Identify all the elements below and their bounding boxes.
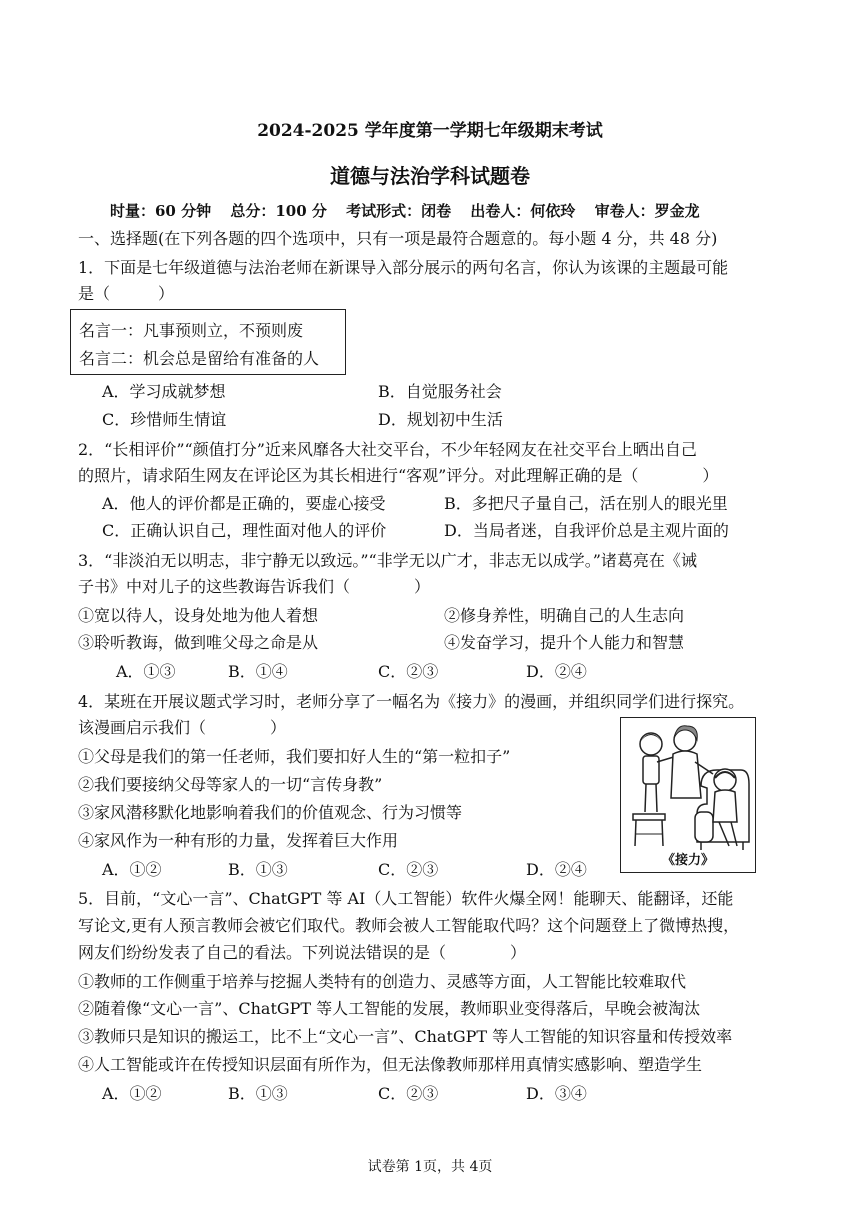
q2-option-c: C．正确认识自己，理性面对他人的评价: [102, 521, 387, 540]
exam-subtitle: 道德与法治学科试题卷: [330, 164, 530, 188]
q3-option-c: C．②③: [378, 662, 439, 681]
cartoon-caption: 《接力》: [661, 853, 714, 868]
q1-option-a: A．学习成就梦想: [102, 382, 226, 401]
page-footer: 试卷第 1页，共 4页: [367, 1159, 493, 1175]
q4-stem-line2: 该漫画启示我们（ ）: [78, 718, 287, 737]
q1-option-b: B．自觉服务社会: [378, 382, 502, 401]
q4-option-c: C．②③: [378, 860, 439, 879]
q5-stem-line2: 写论文,更有人预言教师会被它们取代。教师会被人工智能取代吗？这个问题登上了微博热搜，: [78, 916, 740, 935]
q1-quote-2: 名言二：机会总是留给有准备的人: [79, 349, 320, 368]
q2-stem-line1: 2．“长相评价”“颜值打分”近来风靡各大社交平台，不少年轻网友在社交平台上晒出自己: [78, 440, 697, 459]
q4-item-3: ③家风潜移默化地影响着我们的价值观念、行为习惯等: [78, 803, 463, 822]
meta-time: 时量：60 分钟: [110, 202, 212, 220]
q5-option-c: C．②③: [378, 1084, 439, 1103]
q5-item-4: ④人工智能或许在传授知识层面有所作为，但无法像教师那样用真情实感影响、塑造学生: [78, 1055, 703, 1074]
q3-option-a: A．①③: [116, 662, 176, 681]
q3-item-4: ④发奋学习，提升个人能力和智慧: [444, 633, 685, 652]
q3-item-2: ②修身养性，明确自己的人生志向: [444, 606, 685, 625]
meta-reviewer: 审卷人：罗金龙: [594, 202, 700, 220]
q4-item-4: ④家风作为一种有形的力量，发挥着巨大作用: [78, 831, 399, 850]
q4-item-1: ①父母是我们的第一任老师，我们要扣好人生的“第一粒扣子”: [78, 747, 511, 766]
q3-stem-line2: 子书》中对儿子的这些教诲告诉我们（ ）: [78, 577, 431, 596]
q5-stem-line3: 网友们纷纷发表了自己的看法。下列说法错误的是（ ）: [78, 943, 527, 962]
q3-option-d: D．②④: [526, 662, 587, 681]
q5-option-a: A．①②: [102, 1084, 162, 1103]
q5-stem-line1: 5．目前，“文心一言”、ChatGPT 等 AI（人工智能）软件火爆全网！能聊天、能翻译，还能: [78, 889, 734, 908]
exam-title: 2024-2025 学年度第一学期七年级期末考试: [257, 121, 603, 141]
q1-stem-line1: 1．下面是七年级道德与法治老师在新课导入部分展示的两句名言，你认为该课的主题最可能: [78, 258, 729, 277]
q3-item-1: ①宽以待人，设身处地为他人着想: [78, 606, 319, 625]
meta-author: 出卷人：何依玲: [470, 202, 576, 220]
meta-score: 总分：100 分: [230, 202, 327, 220]
q1-quote-box: [70, 309, 346, 375]
q4-option-d: D．②④: [526, 860, 587, 879]
q4-item-2: ②我们要接纳父母等家人的一切“言传身教”: [78, 775, 383, 794]
q3-option-b: B．①④: [228, 662, 288, 681]
q5-option-b: B．①③: [228, 1084, 288, 1103]
q4-option-a: A．①②: [102, 860, 162, 879]
q4-option-b: B．①③: [228, 860, 288, 879]
q5-item-2: ②随着像“文心一言”、ChatGPT 等人工智能的发展，教师职业变得落后，早晚会被淘汰: [78, 999, 701, 1018]
q3-item-3: ③聆听教诲，做到唯父母之命是从: [78, 633, 319, 652]
q2-stem-line2: 的照片，请求陌生网友在评论区为其长相进行“客观”评分。对此理解正确的是（ ）: [78, 466, 719, 485]
q1-option-c: C．珍惜师生情谊: [102, 410, 227, 429]
q5-option-d: D．③④: [526, 1084, 587, 1103]
meta-format: 考试形式：闭卷: [346, 202, 452, 220]
q1-quote-1: 名言一：凡事预则立，不预则废: [79, 321, 304, 340]
q5-item-3: ③教师只是知识的搬运工，比不上“文心一言”、ChatGPT 等人工智能的知识容量和传授效率: [78, 1027, 733, 1046]
q1-option-d: D．规划初中生活: [378, 410, 503, 429]
q1-stem-line2: 是（ ）: [78, 284, 175, 303]
relay-cartoon: [620, 717, 756, 873]
q5-item-1: ①教师的工作侧重于培养与挖掘人类特有的创造力、灵感等方面，人工智能比较难取代: [78, 972, 687, 991]
q2-option-a: A．他人的评价都是正确的，要虚心接受: [102, 494, 386, 513]
q2-option-b: B．多把尺子量自己，活在别人的眼光里: [444, 494, 728, 513]
q3-stem-line1: 3．“非淡泊无以明志，非宁静无以致远。”“非学无以广才，非志无以成学。”诸葛亮在《诫: [78, 551, 697, 570]
q2-option-d: D．当局者迷，自我评价总是主观片面的: [444, 521, 729, 540]
section-heading: 一、选择题(在下列各题的四个选项中，只有一项是最符合题意的。每小题 4 分，共 48 分): [78, 229, 718, 248]
exam-meta: [110, 200, 714, 221]
q4-stem-line1: 4．某班在开展议题式学习时，老师分享了一幅名为《接力》的漫画，并组织同学们进行探究。: [78, 692, 745, 711]
